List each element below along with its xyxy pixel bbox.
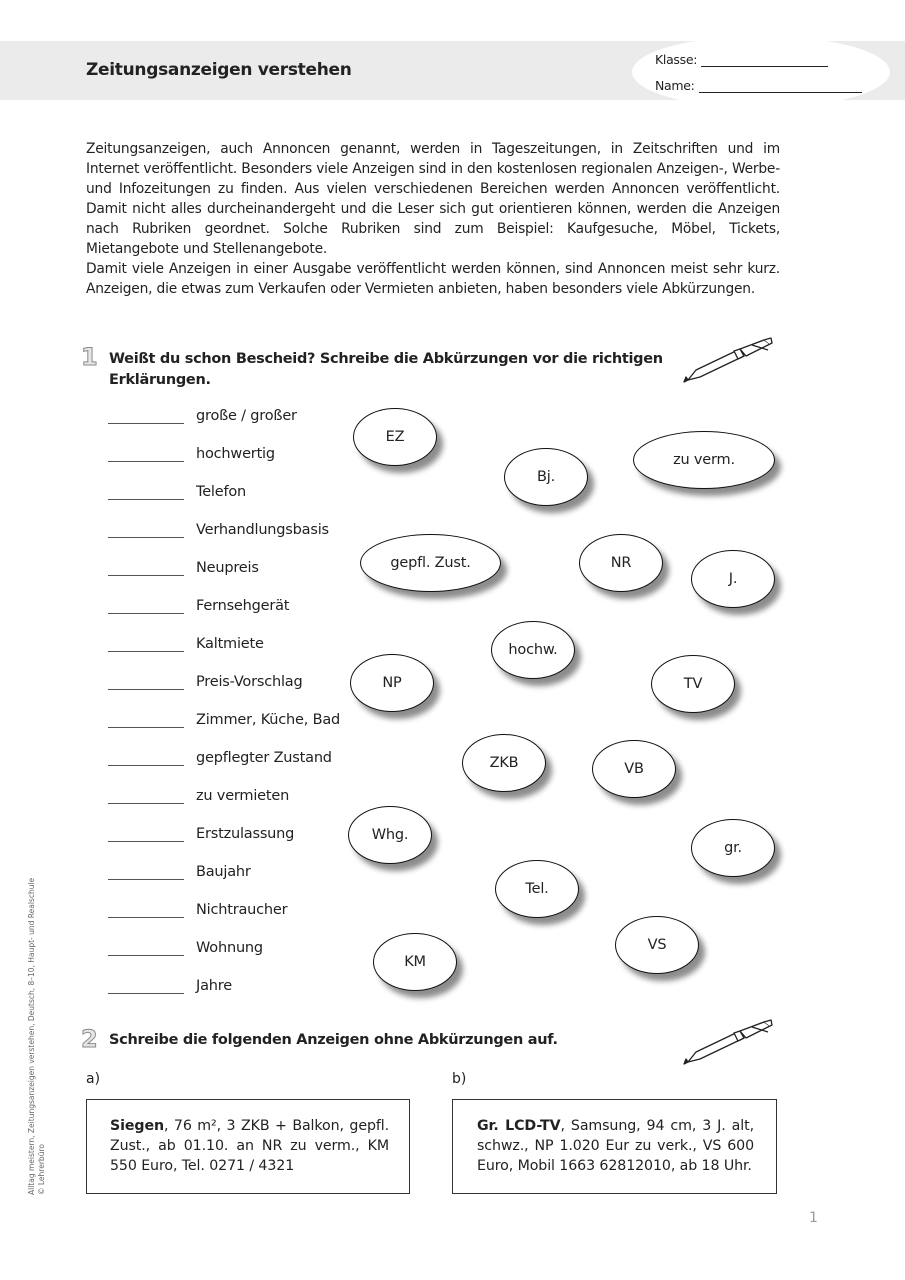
abbreviation-bubble: ZKB: [462, 734, 546, 792]
abbreviation-bubble: Tel.: [495, 860, 579, 918]
pen-icon: [680, 1018, 775, 1068]
answer-blank[interactable]: [108, 803, 184, 804]
explanation-label: Neupreis: [196, 560, 259, 576]
answer-blank[interactable]: [108, 993, 184, 994]
answer-blank[interactable]: [108, 575, 184, 576]
answer-blank[interactable]: [108, 841, 184, 842]
task-1-instruction: Weißt du schon Bescheid? Schreibe die Abkürzungen vor die richtigen Erklärungen.: [109, 351, 663, 388]
explanation-label: Zimmer, Küche, Bad: [196, 712, 341, 728]
abbreviation-bubble: NP: [350, 654, 434, 712]
explanation-label: Preis-Vorschlag: [196, 674, 303, 690]
explanation-label: Wohnung: [196, 940, 263, 956]
name-class-panel: [632, 36, 890, 108]
abbreviation-bubble: NR: [579, 534, 663, 592]
explanation-label: Nichtraucher: [196, 902, 288, 918]
answer-blank[interactable]: [108, 689, 184, 690]
answer-blank[interactable]: [108, 461, 184, 462]
ad-headline: Siegen: [110, 1118, 164, 1134]
abbreviation-bubble: gepfl. Zust.: [360, 534, 501, 592]
answer-blank[interactable]: [108, 765, 184, 766]
name-field: [655, 78, 862, 93]
explanation-label: große / großer: [196, 408, 297, 424]
class-input-line[interactable]: [701, 54, 828, 67]
answer-blank[interactable]: [108, 499, 184, 500]
answer-blank[interactable]: [108, 537, 184, 538]
answer-blank[interactable]: [108, 955, 184, 956]
intro-paragraph-2: Damit viele Anzeigen in einer Ausgabe veröffentlicht werden können, sind Annoncen meist sehr kurz. Anzeigen, die etwas zum Verkaufen oder Vermieten anbieten, haben besonders viele Abkürzungen.: [86, 261, 780, 297]
explanation-label: Baujahr: [196, 864, 251, 880]
abbreviation-bubble: VS: [615, 916, 699, 974]
ad-body: , 76 m², 3 ZKB + Balkon, gepfl. Zust., ab 01.10. an NR zu verm., KM 550 Euro, Tel. 0271 / 4321: [110, 1118, 389, 1174]
ad-b-label: b): [452, 1071, 467, 1087]
explanation-label: Fernsehgerät: [196, 598, 290, 614]
intro-text: [86, 139, 780, 299]
ad-headline: Gr. LCD-TV: [477, 1118, 561, 1134]
name-input-line[interactable]: [699, 80, 862, 93]
explanation-label: Erstzulassung: [196, 826, 295, 842]
abbreviation-bubble: gr.: [691, 819, 775, 877]
abbreviation-bubble: Bj.: [504, 448, 588, 506]
name-label: Name:: [655, 78, 695, 93]
ad-body: , Samsung, 94 cm, 3 J. alt, schwz., NP 1.020 Eur zu verk., VS 600 Euro, Mobil 1663 62812010, ab 18 Uhr.: [477, 1118, 754, 1174]
credit-line-1: Alltag meistern, Zeitungsanzeigen verstehen, Deutsch, 8–10, Haupt- und Realschule: [27, 877, 36, 1195]
abbreviation-bubble: VB: [592, 740, 676, 798]
abbreviation-bubble: EZ: [353, 408, 437, 466]
explanation-label: hochwertig: [196, 446, 275, 462]
answer-blank[interactable]: [108, 917, 184, 918]
ad-box-b: [452, 1099, 777, 1194]
answer-blank[interactable]: [108, 613, 184, 614]
explanation-label: gepflegter Zustand: [196, 750, 332, 766]
answer-blank[interactable]: [108, 651, 184, 652]
abbreviation-bubble: TV: [651, 655, 735, 713]
task-1-number: 1: [81, 343, 98, 371]
abbreviation-bubble: hochw.: [491, 621, 575, 679]
explanation-label: Telefon: [196, 484, 247, 500]
ad-a-label: a): [86, 1071, 101, 1087]
answer-blank[interactable]: [108, 423, 184, 424]
explanation-label: Verhandlungsbasis: [196, 522, 329, 538]
abbreviation-bubble: J.: [691, 550, 775, 608]
intro-paragraph-1: Zeitungsanzeigen, auch Annoncen genannt, werden in Tageszeitungen, in Zeitschriften und im Internet veröffentlicht. Besonders viele Anzeigen sind in den kostenlosen regionalen Anzeigen-, Werbe- und Infozeitungen zu finden. Aus vielen verschiedenen Bereichen werden Annoncen veröffentlicht. Damit nicht alles durcheinandergeht und die Leser sich gut orientieren können, werden die Anzeigen nach Rubriken geordnet. Solche Rubriken sind zum Beispiel: Kaufgesuche, Möbel, Tickets, Mietangebote und Stellenangebote.: [86, 141, 780, 257]
task-2-number: 2: [81, 1025, 98, 1053]
abbreviation-bubble: KM: [373, 933, 457, 991]
explanation-label: zu vermieten: [196, 788, 290, 804]
copyright-credit: [27, 878, 47, 1195]
pen-icon: [680, 336, 775, 386]
page-number: 1: [809, 1210, 818, 1226]
answer-blank[interactable]: [108, 727, 184, 728]
explanation-label: Kaltmiete: [196, 636, 264, 652]
class-label: Klasse:: [655, 52, 698, 67]
page-title: Zeitungsanzeigen verstehen: [86, 60, 352, 80]
abbreviation-bubble: Whg.: [348, 806, 432, 864]
class-field: [655, 52, 828, 67]
abbreviation-bubble: zu verm.: [633, 431, 775, 489]
answer-blank[interactable]: [108, 879, 184, 880]
task-2-instruction: Schreibe die folgenden Anzeigen ohne Abkürzungen auf.: [109, 1032, 558, 1048]
credit-line-2: © Lehrerbüro: [37, 1144, 46, 1195]
explanation-label: Jahre: [196, 978, 232, 994]
ad-box-a: [86, 1099, 410, 1194]
